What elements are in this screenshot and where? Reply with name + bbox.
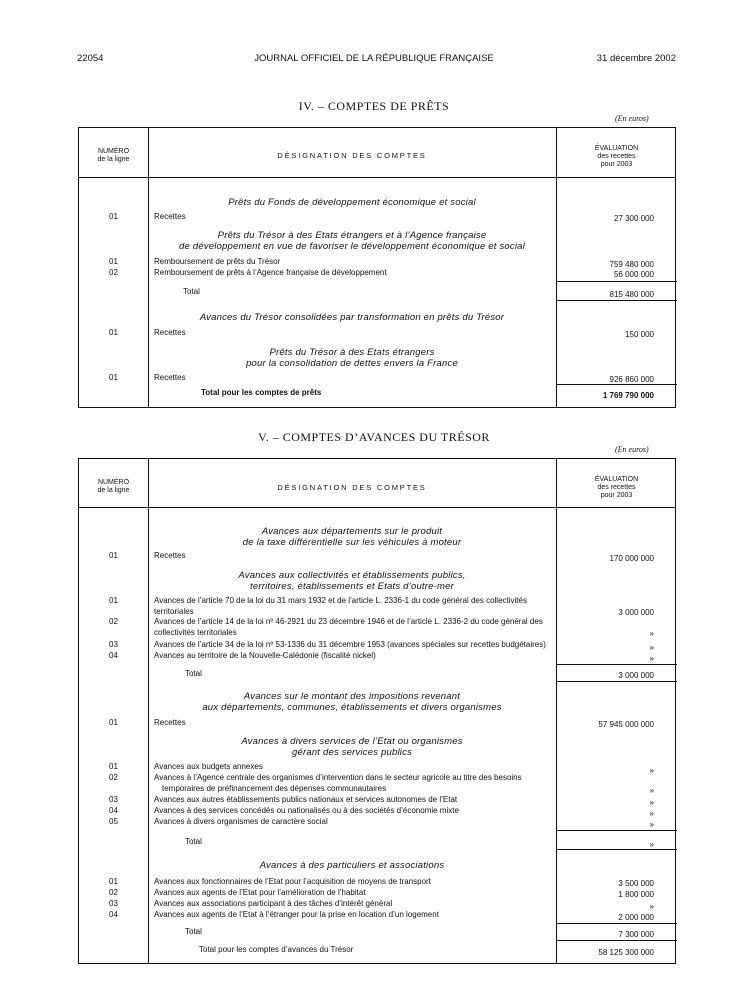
grand-total-label: Total pour les comptes de prêts xyxy=(201,388,550,399)
line-number: 03 xyxy=(109,899,118,908)
line-value: 150 000 xyxy=(625,330,654,339)
subtotal-label: Total xyxy=(185,837,550,848)
line-label: Recettes xyxy=(154,212,550,223)
line-number: 03 xyxy=(109,640,118,649)
line-number: 05 xyxy=(109,817,118,826)
line-number: 01 xyxy=(109,596,118,605)
line-value: 57 945 000 000 xyxy=(598,720,654,729)
col-header-designation: DÉSIGNATION DES COMPTES xyxy=(277,483,427,492)
subtotal-label: Total xyxy=(185,669,550,680)
line-number: 04 xyxy=(109,910,118,919)
line-value: 3 000 000 xyxy=(618,608,654,617)
line-label: Avances aux autres établissements publics nationaux et services autonomes de l’Etat xyxy=(154,795,550,806)
line-number: 01 xyxy=(109,373,118,382)
section-heading: Prêts du Trésor à des Etats étrangers pour la consolidation de dettes envers la France xyxy=(246,347,458,369)
line-value: 759 480 000 xyxy=(609,260,654,269)
col-header-designation: DÉSIGNATION DES COMPTES xyxy=(277,151,427,160)
line-number: 01 xyxy=(109,257,118,266)
subtotal-label: Total xyxy=(185,927,550,938)
line-label: Avances aux agents de l’Etat pour l’amélioration de l’habitat xyxy=(154,888,550,899)
line-number: 01 xyxy=(109,762,118,771)
publication-date: 31 décembre 2002 xyxy=(596,53,676,64)
section-heading: Avances à des particuliers et associations xyxy=(259,860,445,871)
table-comptes-de-prets xyxy=(78,127,676,408)
journal-title: JOURNAL OFFICIEL DE LA RÉPUBLIQUE FRANÇAISE xyxy=(254,53,494,64)
line-label: Avances à des services concédés ou nationalisés ou à des sociétés d’économie mixte xyxy=(154,806,550,817)
section-heading: Avances sur le montant des impositions revenant aux départements, communes, établissements et divers organismes xyxy=(202,691,502,713)
table-comptes-avances xyxy=(78,458,676,964)
col-header-numero: NUMÉRO de la ligne xyxy=(97,148,130,163)
line-number: 01 xyxy=(109,212,118,221)
line-label: Remboursement de prêts à l’Agence française de développement xyxy=(154,268,550,279)
line-label: Remboursement de prêts du Trésor xyxy=(154,257,550,268)
col-header-numero: NUMÉRO de la ligne xyxy=(97,479,130,494)
line-number: 03 xyxy=(109,795,118,804)
grand-total-value: 1 769 790 000 xyxy=(602,391,654,400)
section-heading: Avances du Trésor consolidées par transformation en prêts du Trésor xyxy=(199,312,505,323)
section-heading: Avances aux collectivités et établissements publics, territoires, établissements et Etats d’outre-mer xyxy=(238,570,466,592)
line-value: » xyxy=(649,902,654,911)
section-heading: Prêts du Fonds de développement économique et social xyxy=(228,197,476,208)
line-label: Avances de l’article 34 de la loi nº 53-1336 du 31 décembre 1953 (avances spéciales sur recettes budgétaires) xyxy=(154,640,550,651)
line-value: 56 000 000 xyxy=(613,270,654,279)
section-title-comptes-de-prets: IV. – COMPTES DE PRÊTS xyxy=(298,99,450,113)
page-number: 22054 xyxy=(77,53,104,64)
line-number: 02 xyxy=(109,888,118,897)
line-number: 04 xyxy=(109,806,118,815)
line-label: Avances de l’article 70 de la loi du 31 mars 1932 et de l’article L. 2336-1 du code général des collectivités territoriales xyxy=(154,596,550,617)
line-value: » xyxy=(649,654,654,663)
unit-label: (En euros) xyxy=(615,445,649,454)
line-label: Avances aux fonctionnaires de l’Etat pour l’acquisition de moyens de transport xyxy=(154,877,550,888)
unit-label: (En euros) xyxy=(615,114,649,123)
line-value: 1 800 000 xyxy=(618,890,654,899)
line-value: » xyxy=(649,643,654,652)
line-number: 02 xyxy=(109,773,118,782)
line-value: » xyxy=(649,766,654,775)
line-value: 170 000 000 xyxy=(609,554,654,563)
line-label: Avances aux agents de l’Etat à l’étranger pour la prise en location d’un logement xyxy=(154,910,550,921)
line-number: 02 xyxy=(109,617,118,626)
line-value: » xyxy=(649,820,654,829)
line-label: Avances aux budgets annexes xyxy=(154,762,550,773)
line-number: 01 xyxy=(109,328,118,337)
line-number: 01 xyxy=(109,718,118,727)
line-number: 04 xyxy=(109,651,118,660)
line-value: » xyxy=(649,786,654,795)
grand-total-label: Total pour les comptes d’avances du Trésor xyxy=(199,945,550,956)
section-heading: Prêts du Trésor à des Etats étrangers et à l’Agence française de développement en vue de favoriser le développement économique et social xyxy=(179,230,525,252)
line-label: Recettes xyxy=(154,373,550,384)
line-label: Recettes xyxy=(154,718,550,729)
section-heading: Avances à divers services de l’Etat ou organismes gérant des services publics xyxy=(241,736,463,758)
line-value: » xyxy=(649,798,654,807)
subtotal-value: 7 300 000 xyxy=(618,930,654,939)
col-header-evaluation: ÉVALUATION des recettes pour 2003 xyxy=(594,476,639,499)
section-title-comptes-avances: V. – COMPTES D’AVANCES DU TRÉSOR xyxy=(258,430,490,444)
line-number: 02 xyxy=(109,268,118,277)
line-label: Recettes xyxy=(154,551,550,562)
line-value: 27 300 000 xyxy=(613,214,654,223)
subtotal-value: » xyxy=(649,840,654,849)
col-header-evaluation: ÉVALUATION des recettes pour 2003 xyxy=(594,145,639,168)
subtotal-value: 3 000 000 xyxy=(618,671,654,680)
line-label: Avances au territoire de la Nouvelle-Calédonie (fiscalité nickel) xyxy=(154,651,550,662)
line-label: Avances à divers organismes de caractère social xyxy=(154,817,550,828)
line-number: 01 xyxy=(109,551,118,560)
subtotal-value: 815 480 000 xyxy=(609,290,654,299)
section-heading: Avances aux départements sur le produit de la taxe différentielle sur les véhicules à moteur xyxy=(242,526,462,548)
line-label: Avances à l’Agence centrale des organismes d’intervention dans le secteur agricole au titre des besoins temporaires de préfinancement des dépenses communautaires xyxy=(154,773,550,794)
subtotal-label: Total xyxy=(183,287,550,298)
line-number: 01 xyxy=(109,877,118,886)
grand-total-value: 58 125 300 000 xyxy=(598,948,654,957)
line-value: 3 500 000 xyxy=(618,879,654,888)
line-value: » xyxy=(649,809,654,818)
line-value: » xyxy=(649,629,654,638)
line-value: 926 860 000 xyxy=(609,375,654,384)
line-label: Avances de l’article 14 de la loi nº 46-2921 du 23 décembre 1946 et de l’article L. 2336-2 du code général des collectivités territoriales xyxy=(154,617,550,638)
line-label: Avances aux associations participant à des tâches d’intérêt général xyxy=(154,899,550,910)
line-label: Recettes xyxy=(154,328,550,339)
line-value: 2 000 000 xyxy=(618,913,654,922)
